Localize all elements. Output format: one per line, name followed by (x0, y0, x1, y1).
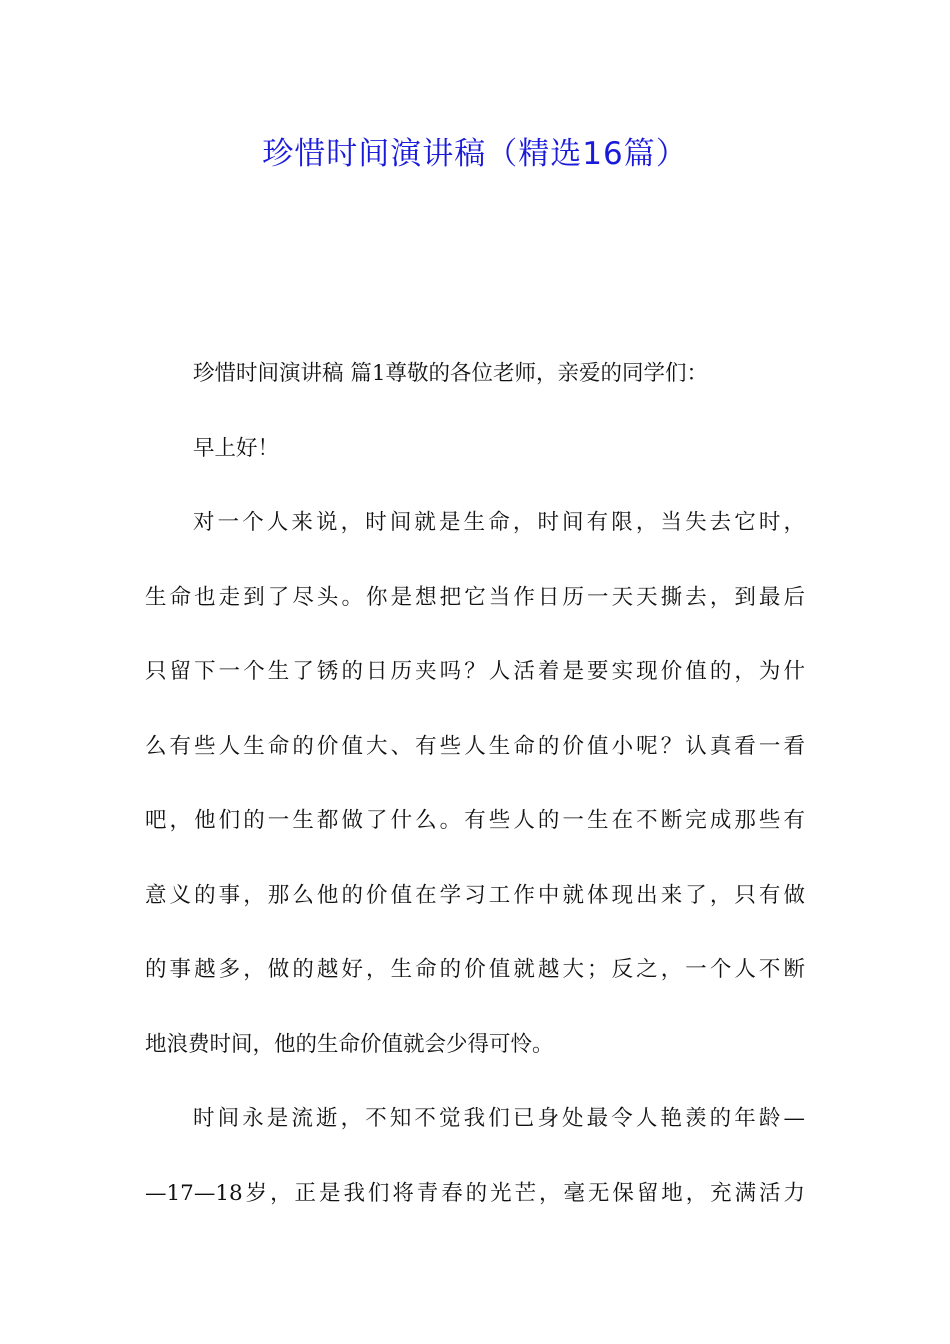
paragraph-body-2 (145, 1082, 805, 1231)
text-line: 珍惜时间演讲稿 篇1尊敬的各位老师，亲爱的同学们： (193, 361, 709, 386)
text-line: 只留下一个生了锈的日历夹吗？人活着是要实现价值的，为什 (145, 659, 805, 684)
text-line: —17—18岁，正是我们将青春的光芒，毫无保留地，充满活力 (145, 1180, 805, 1206)
text-line: 生命也走到了尽头。你是想把它当作日历一天天撕去，到最后 (145, 584, 805, 610)
text-line: 么有些人生命的价值大、有些人生命的价值小呢？认真看一看 (145, 733, 805, 759)
text-line: 的事越多，做的越好，生命的价值就越大；反之，一个人不断 (145, 957, 805, 982)
paragraph-greeting (145, 412, 805, 487)
text-line: 地浪费时间，他的生命价值就会少得可怜。 (145, 1031, 554, 1057)
text-line: 早上好！ (193, 435, 280, 461)
document-title: 珍惜时间演讲稿（精选16篇） (262, 136, 688, 172)
text-line: 对一个人来说，时间就是生命，时间有限，当失去它时， (193, 510, 805, 535)
document-body (145, 337, 805, 1231)
paragraph-body-1 (145, 486, 805, 1082)
paragraph-salutation (145, 337, 805, 412)
text-line: 吧，他们的一生都做了什么。有些人的一生在不断完成那些有 (145, 808, 805, 833)
text-line: 时间永是流逝，不知不觉我们已身处最令人艳羡的年龄— (193, 1106, 805, 1131)
text-line: 意义的事，那么他的价值在学习工作中就体现出来了，只有做 (145, 882, 805, 908)
